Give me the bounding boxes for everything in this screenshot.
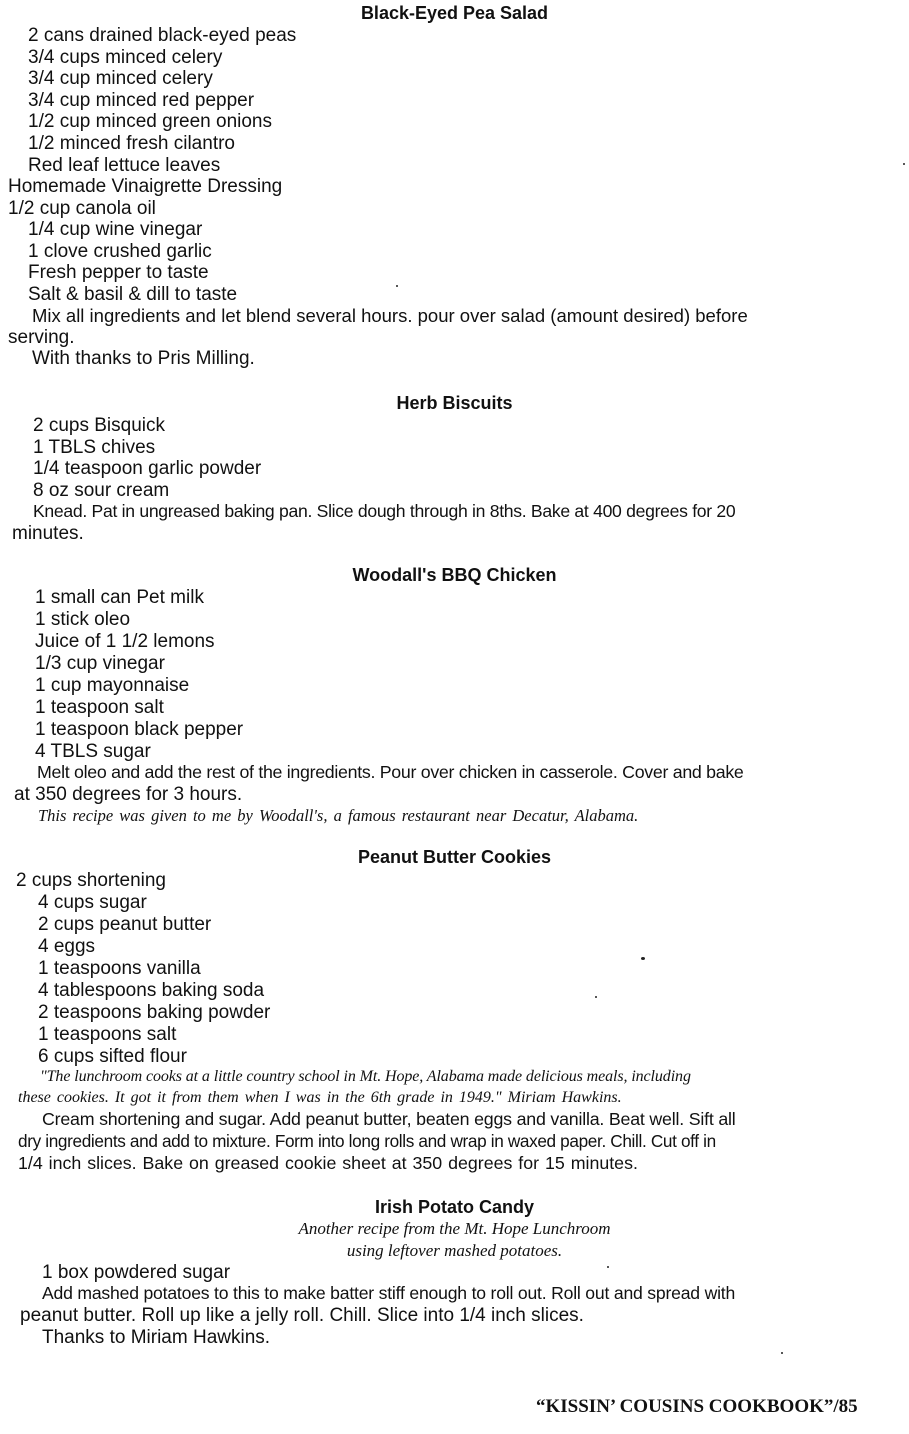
ingredient-line: 2 teaspoons baking powder: [38, 1002, 271, 1023]
ingredient-line: 1 stick oleo: [35, 609, 131, 630]
ingredient-line: 1 box powdered sugar: [42, 1262, 231, 1283]
ingredient-line: Salt & basil & dill to taste: [28, 284, 238, 305]
ingredient-line: 8 oz sour cream: [33, 480, 170, 501]
ingredient-line: 1 TBLS chives: [33, 437, 156, 458]
ingredient-line: 4 TBLS sugar: [35, 741, 151, 762]
ingredient-line: 1 teaspoon black pepper: [35, 719, 244, 740]
ingredient-line: 1/3 cup vinegar: [35, 653, 165, 674]
instruction-line: Add mashed potatoes to this to make batter stiff enough to roll out. Roll out and spread with: [42, 1283, 736, 1303]
recipe-quote-line: "The lunchroom cooks at a little country school in Mt. Hope, Alabama made delicious meals, including: [40, 1068, 691, 1085]
ingredient-line: 3/4 cup minced red pepper: [28, 90, 255, 111]
ingredient-line: Juice of 1 1/2 lemons: [35, 631, 215, 652]
ingredient-line: 4 cups sugar: [38, 892, 147, 913]
ingredient-line: 1/2 cup minced green onions: [28, 111, 272, 132]
scan-speck: [607, 1266, 609, 1268]
instruction-line: Knead. Pat in ungreased baking pan. Slice dough through in 8ths. Bake at 400 degrees for 20: [33, 501, 736, 521]
instruction-line: minutes.: [12, 523, 84, 544]
recipe-title-herb-biscuits: Herb Biscuits: [396, 393, 513, 413]
scan-speck: [781, 1352, 783, 1354]
recipe-subtitle-line: Another recipe from the Mt. Hope Lunchroom: [298, 1219, 611, 1238]
recipe-note: This recipe was given to me by Woodall's, a famous restaurant near Decatur, Alabama.: [38, 806, 639, 825]
instruction-line: Melt oleo and add the rest of the ingredients. Pour over chicken in casserole. Cover and bake: [37, 762, 744, 782]
ingredient-line: 2 cups Bisquick: [33, 415, 166, 436]
scan-speck: [396, 285, 398, 287]
recipe-title-irish-potato-candy: Irish Potato Candy: [374, 1197, 535, 1217]
ingredient-line: 4 tablespoons baking soda: [38, 980, 265, 1001]
ingredient-line: 1 small can Pet milk: [35, 587, 204, 608]
ingredient-line: 1 teaspoons salt: [38, 1024, 177, 1045]
credit-line: Thanks to Miriam Hawkins.: [42, 1327, 271, 1348]
instruction-line: dry ingredients and add to mixture. Form into long rolls and wrap in waxed paper. Chill. Cut off in: [18, 1131, 716, 1151]
instruction-line: Mix all ingredients and let blend several hours. pour over salad (amount desired) before: [32, 305, 748, 326]
ingredient-line: 2 cups peanut butter: [38, 914, 212, 935]
ingredient-line: 1/2 minced fresh cilantro: [28, 133, 235, 154]
scan-speck: [641, 957, 645, 960]
ingredient-line: 2 cups shortening: [16, 870, 166, 891]
recipe-subtitle-line: using leftover mashed potatoes.: [346, 1241, 563, 1260]
recipe-title-peanut-butter-cookies: Peanut Butter Cookies: [357, 847, 552, 867]
ingredient-line: Fresh pepper to taste: [28, 262, 209, 283]
ingredient-line: 1/2 cup canola oil: [8, 198, 156, 219]
instruction-line: at 350 degrees for 3 hours.: [14, 784, 243, 805]
ingredient-line: 1 clove crushed garlic: [28, 241, 212, 262]
recipe-title-black-eyed-pea-salad: Black-Eyed Pea Salad: [360, 3, 549, 23]
page-footer: “KISSIN’ COUSINS COOKBOOK”/85: [536, 1396, 858, 1417]
ingredient-line: 3/4 cups minced celery: [28, 47, 223, 68]
ingredient-line: 2 cans drained black-eyed peas: [28, 25, 297, 46]
ingredient-line: Red leaf lettuce leaves: [28, 155, 221, 176]
ingredient-line: 1 teaspoon salt: [35, 697, 164, 718]
credit-line: With thanks to Pris Milling.: [32, 348, 255, 369]
ingredient-line: 1/4 cup wine vinegar: [28, 219, 203, 240]
ingredient-line: 1/4 teaspoon garlic powder: [33, 458, 262, 479]
instruction-line: 1/4 inch slices. Bake on greased cookie sheet at 350 degrees for 15 minutes.: [18, 1153, 638, 1173]
scan-speck: [903, 163, 905, 165]
ingredient-line: 6 cups sifted flour: [38, 1046, 187, 1067]
instruction-line: Cream shortening and sugar. Add peanut butter, beaten eggs and vanilla. Beat well. Sift all: [42, 1109, 736, 1129]
instruction-line: peanut butter. Roll up like a jelly roll. Chill. Slice into 1/4 inch slices.: [20, 1305, 584, 1326]
ingredient-line: 1 teaspoons vanilla: [38, 958, 201, 979]
ingredient-line: 4 eggs: [38, 936, 96, 957]
ingredient-line: Homemade Vinaigrette Dressing: [8, 176, 283, 197]
scan-speck: [595, 996, 597, 998]
recipe-quote-line: these cookies. It got it from them when I was in the 6th grade in 1949." Miriam Hawkins.: [18, 1089, 622, 1106]
recipe-title-bbq-chicken: Woodall's BBQ Chicken: [352, 565, 557, 585]
ingredient-line: 1 cup mayonnaise: [35, 675, 190, 696]
ingredient-line: 3/4 cup minced celery: [28, 68, 213, 89]
instruction-line: serving.: [8, 327, 75, 348]
